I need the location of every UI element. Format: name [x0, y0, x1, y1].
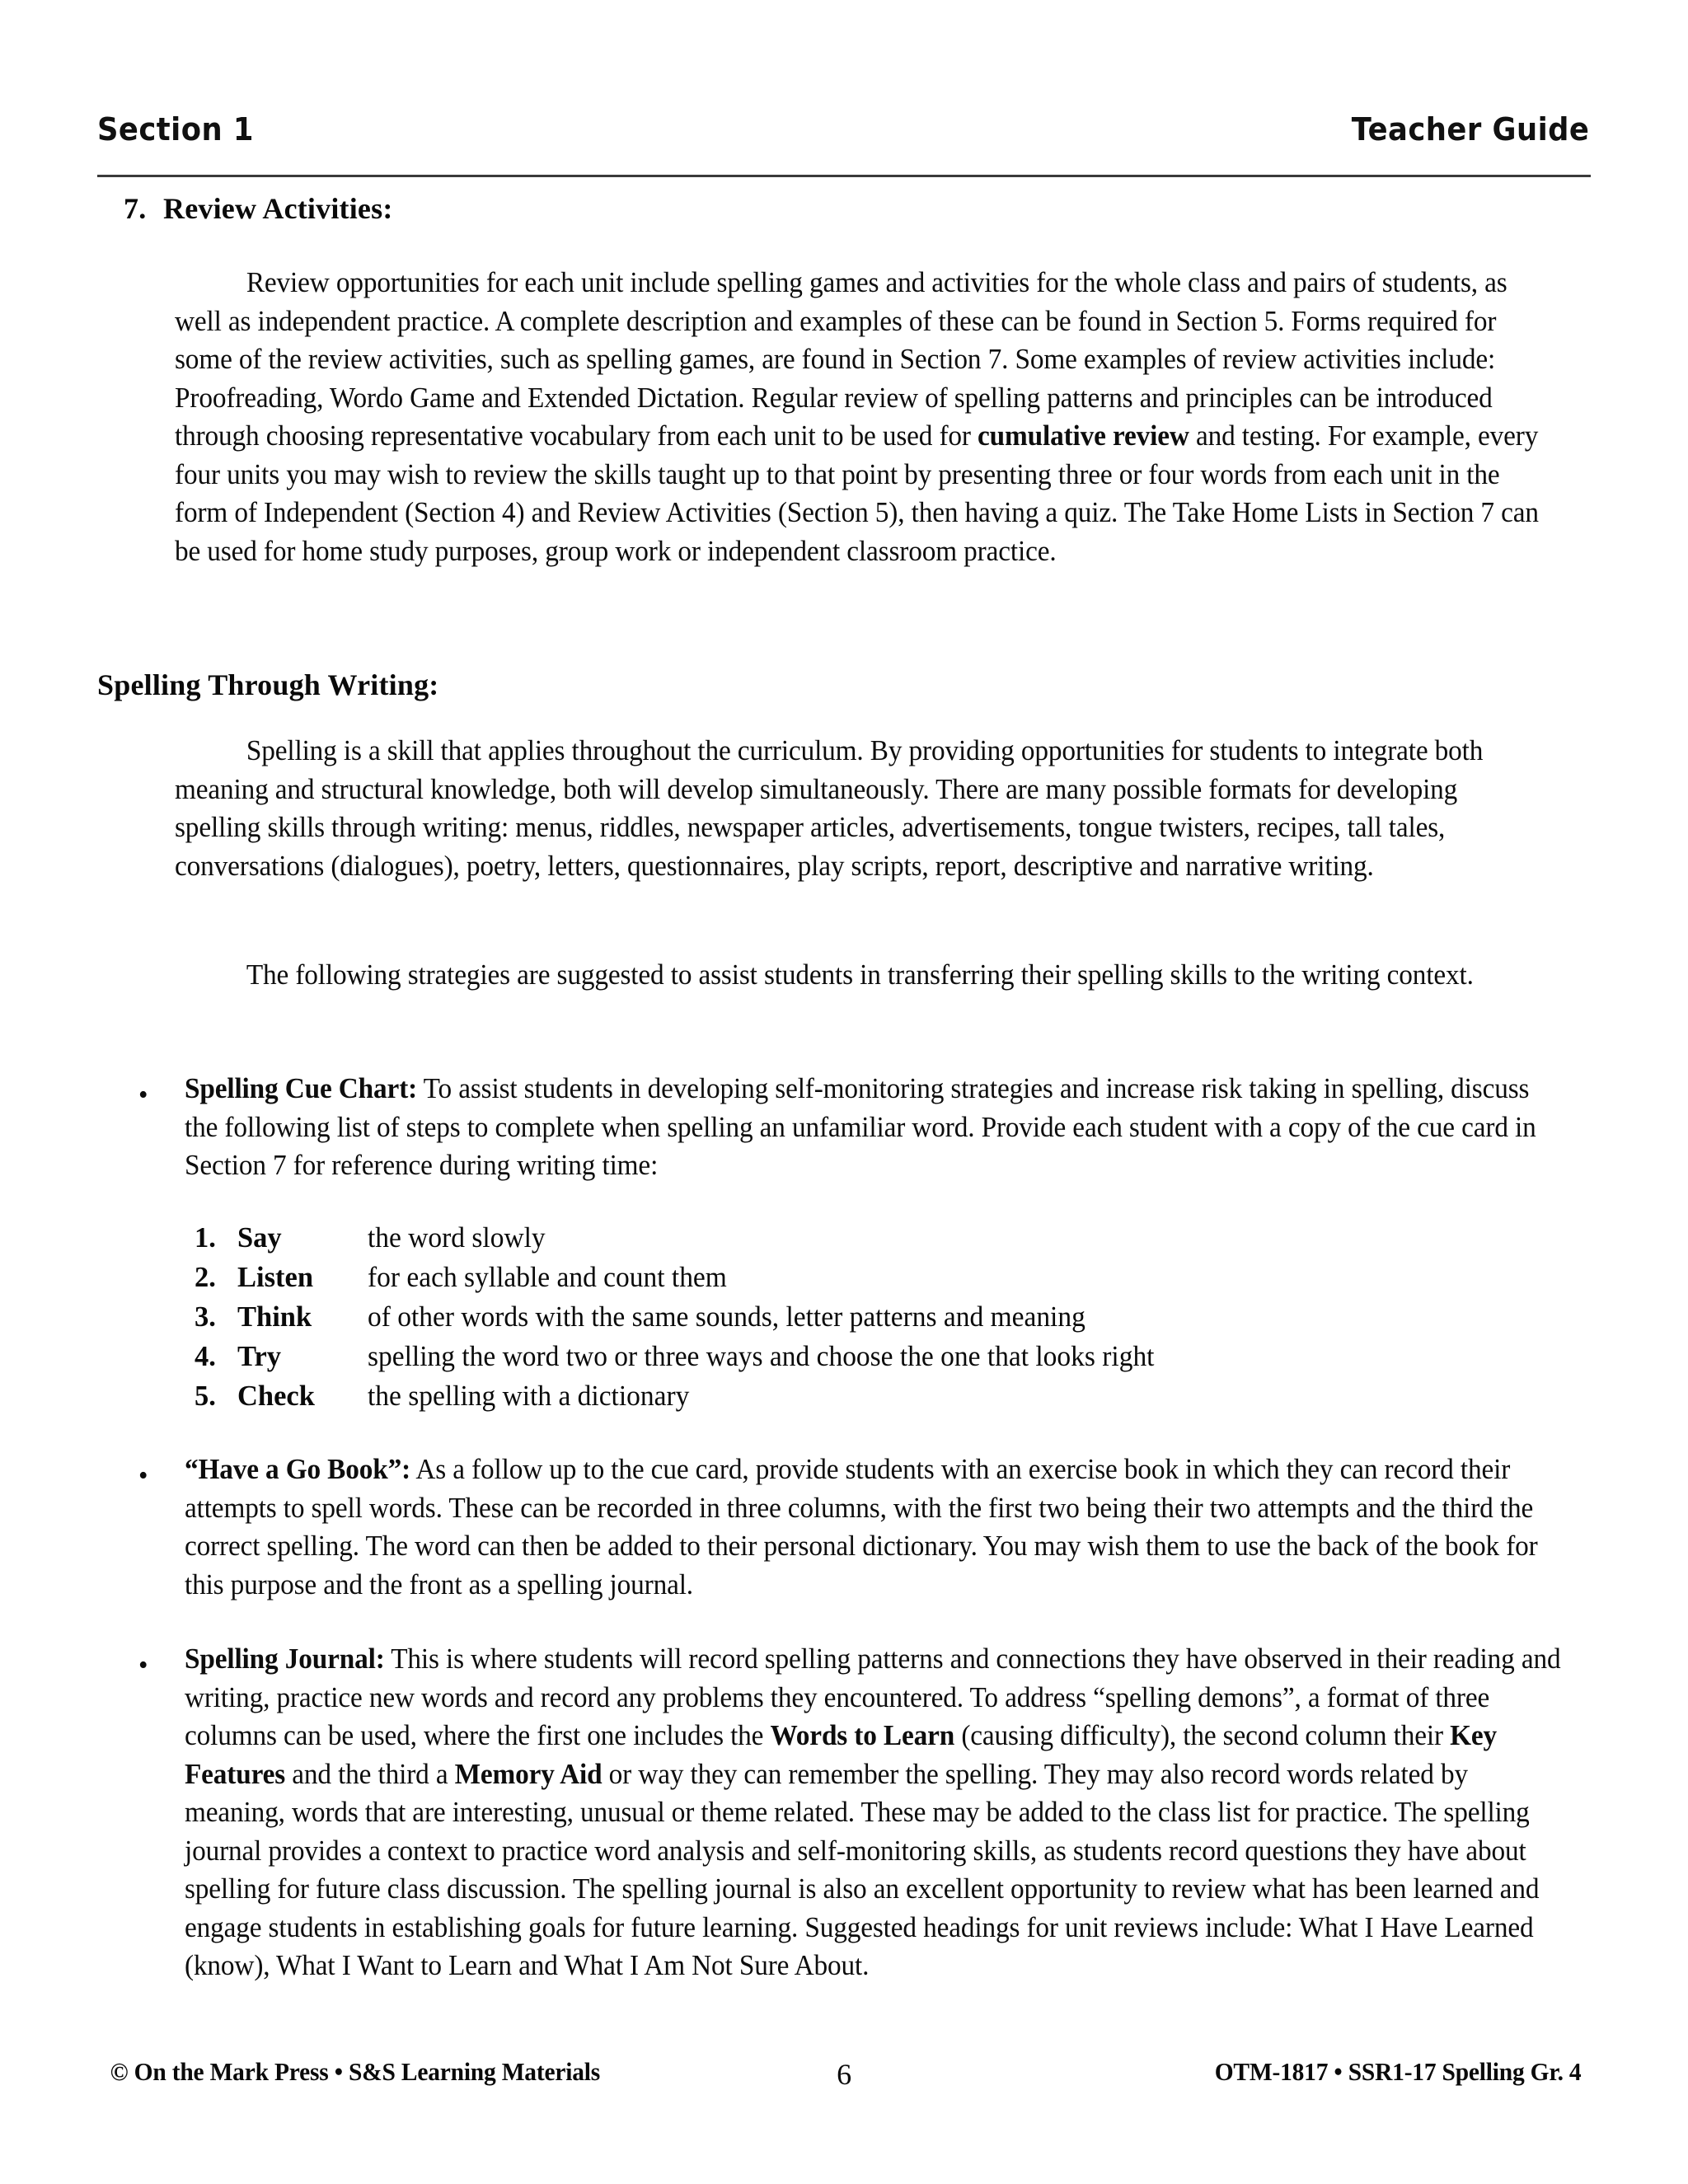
list-item-description: of other words with the same sounds, letter patterns and meaning	[368, 1301, 1085, 1333]
page-footer	[97, 2057, 1591, 2091]
header-section-label: Section 1	[97, 111, 254, 148]
bullet-lead-label: “Have a Go Book”:	[184, 1454, 411, 1485]
list-item-word: Try	[237, 1341, 282, 1372]
list-item	[195, 1376, 1431, 1416]
bullet-lead-label: Spelling Cue Chart:	[184, 1073, 418, 1104]
emphasis-memory-aid: Memory Aid	[454, 1758, 603, 1790]
heading-review-activities	[124, 191, 393, 226]
footer-product-code: OTM-1817 • SSR1-17 Spelling Gr. 4	[1214, 2057, 1582, 2086]
list-item-description: the word slowly	[368, 1222, 546, 1254]
bullet-lead-label: Spelling Journal:	[184, 1643, 385, 1675]
page-number: 6	[837, 2058, 851, 2091]
page-header	[97, 111, 1589, 148]
list-item	[195, 1297, 1431, 1337]
paragraph-text-a: Review opportunities for each unit include spelling games and activities for the whole class and pairs of students, as well as independent practice. A complete description and examples of these can be found in Section 5. Forms required for some of the review activities, such as spelling games, are found in Section 7. Some examples of review activities include: Proofreading, Wordo Game and Extended Dictation. Regular review of spelling patterns and principles can be introduced through choosing representative vocabulary from each unit to be used for	[175, 267, 1507, 452]
bullet-marker-icon: •	[138, 1650, 148, 1680]
list-item-word: Check	[237, 1380, 315, 1412]
list-item-word: Think	[237, 1301, 312, 1333]
heading-number: 7.	[124, 192, 147, 225]
bullet-marker-icon: •	[138, 1080, 148, 1110]
header-guide-label: Teacher Guide	[1351, 111, 1589, 148]
list-item-description: spelling the word two or three ways and choose the one that looks right	[368, 1341, 1155, 1372]
bullet-text-d: or way they can remember the spelling. They may also record words related by meaning, words that are interesting, unusual or theme related. These may be added to the class list for practice. The spelling journal provides a context to practice word analysis and self-monitoring skills, as students record questions they have about spelling for future class discussion. The spelling journal is also an excellent opportunity to review what has been learned and engage students in establishing goals for future learning. Suggested headings for unit reviews include: What I Have Learned (know), What I Want to Learn and What I Am Not Sure About.	[184, 1758, 1540, 1981]
emphasis-words-to-learn: Words to Learn	[770, 1720, 955, 1751]
paragraph-review-activities	[175, 264, 1543, 570]
bullet-text-a: This is where students will record spelling patterns and connections they have observed in their reading and writing, practice new words and record any problems they encountered. To address “spelling demons”, a format of three columns can be used, where the first one includes the	[184, 1643, 1561, 1751]
header-divider-rule	[97, 175, 1591, 177]
bullet-have-a-go-book	[138, 1451, 1554, 1604]
footer-copyright: © On the Mark Press • S&S Learning Materials	[110, 2057, 601, 2086]
list-item-number: 4.	[195, 1341, 216, 1372]
bullet-body	[185, 1070, 1546, 1185]
list-item	[195, 1258, 1431, 1297]
bullet-marker-icon: •	[138, 1460, 148, 1491]
emphasis-key-features: Key Features	[184, 1720, 1497, 1790]
list-item-number: 5.	[195, 1380, 216, 1412]
heading-spelling-through-writing: Spelling Through Writing:	[97, 668, 439, 701]
bullet-text-c: and the third a	[285, 1758, 455, 1790]
bullet-text: To assist students in developing self-monitoring strategies and increase risk taking in spelling, discuss the following list of steps to complete when spelling an unfamiliar word. Provide each student with a copy of the cue card in Section 7 for reference during writing time:	[184, 1073, 1536, 1181]
list-item-description: for each syllable and count them	[368, 1262, 727, 1293]
bullet-text: As a follow up to the cue card, provide students with an exercise book in which they can record their attempts to spell words. These can be recorded in three columns, with the first two being their two attempts and the third the correct spelling. The word can then be added to their personal dictionary. You may wish them to use the back of the book for this purpose and the front as a spelling journal.	[184, 1454, 1538, 1601]
list-item-number: 2.	[195, 1262, 216, 1293]
bullet-body	[185, 1451, 1554, 1604]
bullet-spelling-cue-chart	[138, 1070, 1546, 1185]
bullet-spelling-journal	[138, 1640, 1562, 1985]
paragraph-following-strategies: The following strategies are suggested to assist students in transferring their spelling skills to the writing context.	[246, 959, 1474, 991]
heading-text: Review Activities:	[163, 192, 393, 225]
bullet-text-b: (causing difficulty), the second column their	[954, 1720, 1451, 1751]
paragraph-spelling-through-writing: Spelling is a skill that applies throughout the curriculum. By providing opportunities for students to integrate both meaning and structural knowledge, both will develop simultaneously. There are many possible formats for developing spelling skills through writing: menus, riddles, newspaper articles, advertisements, tongue twisters, recipes, tall tales, conversations (dialogues), poetry, letters, questionnaires, play scripts, report, descriptive and narrative writing.	[175, 735, 1484, 882]
list-item-word: Listen	[237, 1262, 314, 1293]
paragraph-text-b: and testing. For example, every four units you may wish to review the skills taught up to that point by presenting three or four words from each unit in the form of Independent (Section 4) and Review Activities (Section 5), then having a quiz. The Take Home Lists in Section 7 can be used for home study purposes, group work or independent classroom practice.	[175, 420, 1539, 567]
emphasis-cumulative-review: cumulative review	[978, 420, 1189, 452]
list-item-number: 3.	[195, 1301, 216, 1333]
list-item	[195, 1337, 1431, 1376]
list-item-description: the spelling with a dictionary	[368, 1380, 690, 1412]
list-item	[195, 1218, 1431, 1258]
list-item-word: Say	[237, 1222, 282, 1254]
cue-card-step-list	[195, 1218, 1431, 1416]
bullet-body	[185, 1640, 1562, 1985]
list-item-number: 1.	[195, 1222, 216, 1254]
